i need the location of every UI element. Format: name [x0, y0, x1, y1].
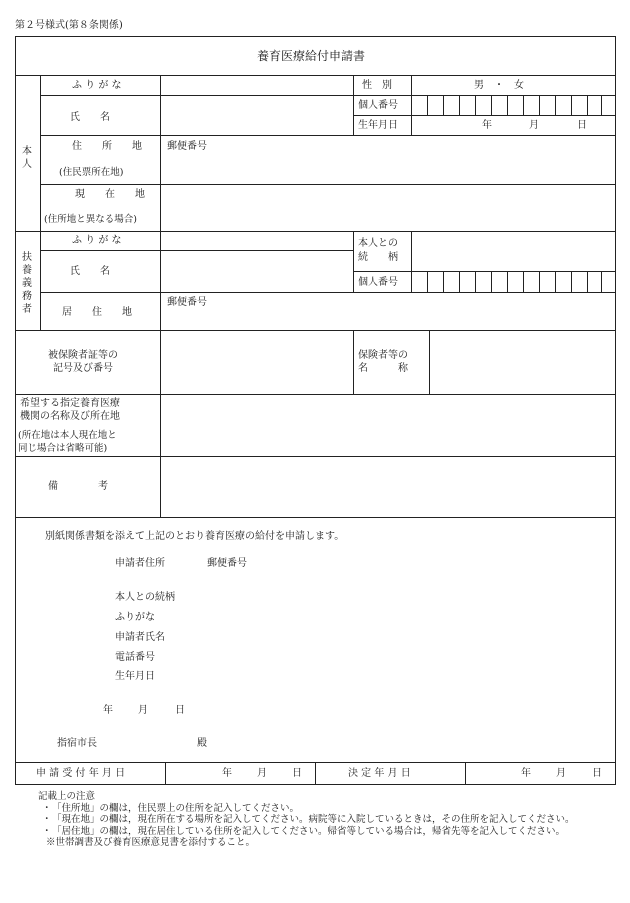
note-item: ・ 「住所地」の欄は，住民票上の住所を記入してください。 [42, 802, 300, 814]
applicant-name-label: 申請者氏名 [115, 632, 165, 643]
institution-label-1: 希望する指定養育医療 [20, 398, 120, 409]
person-address-field[interactable] [161, 136, 615, 184]
guardian-individual-number-label: 個人番号 [358, 277, 398, 288]
form-number: 第２号様式(第８条関係) [15, 20, 123, 31]
guardian-residence-field[interactable] [161, 293, 615, 330]
institution-label-3: (所在地は本人現在地と [18, 430, 117, 441]
institution-label-2: 機関の名称及び所在地 [20, 411, 120, 422]
person-furigana-label: ふ り が な [72, 80, 122, 91]
declaration-statement: 別紙関係書類を添えて上記のとおり養育医療の給付を申請します。 [45, 531, 345, 542]
person-address-label: 住 所 地 [72, 141, 142, 152]
note-item: ・ 「現在地」の欄は，現在所在する場所を記入してください。病院等に入院しているときは，その住所を記入してください。 [42, 814, 575, 825]
applicant-birthdate-field[interactable] [190, 667, 490, 685]
application-year-unit: 年 [103, 705, 113, 716]
applicant-postal-label: 郵便番号 [207, 558, 247, 569]
applicant-relation-field[interactable] [190, 588, 490, 606]
notes-footnote: ※世帯調書及び養育医療意見書を添付すること。 [46, 837, 256, 848]
received-month-unit: 月 [257, 768, 267, 779]
person-name-field[interactable] [161, 96, 353, 135]
decision-date-field[interactable] [466, 763, 615, 784]
insurance-card-label-2: 記号及び番号 [53, 363, 113, 374]
guardian-relation-field[interactable] [412, 232, 615, 271]
insurer-name-field[interactable] [430, 331, 615, 394]
person-furigana-field[interactable] [161, 76, 353, 95]
person-gender-options[interactable]: 男 ・ 女 [474, 80, 524, 91]
person-individual-number-label: 個人番号 [358, 100, 398, 111]
person-individual-number-field[interactable] [412, 96, 615, 115]
applicant-phone-label: 電話番号 [115, 652, 155, 663]
remarks-field[interactable] [161, 457, 615, 517]
person-gender-label: 性 別 [362, 80, 392, 91]
guardian-section-label: 扶養義務者 [22, 252, 32, 315]
applicant-relation-label: 本人との続柄 [115, 592, 175, 603]
notes-heading: 記載上の注意 [38, 791, 96, 802]
person-current-address-label: 現 在 地 [75, 189, 145, 200]
guardian-individual-number-field[interactable] [412, 272, 615, 292]
decision-month-unit: 月 [556, 768, 566, 779]
person-address-sub: (住民票所在地) [59, 167, 124, 178]
guardian-residence-label: 居 住 地 [62, 307, 132, 318]
application-date-field[interactable] [60, 701, 190, 719]
addressee-honorific: 殿 [197, 738, 207, 749]
applicant-furigana-field[interactable] [190, 608, 490, 626]
person-address-postal-label: 郵便番号 [167, 141, 207, 152]
note-bullet: ・ [42, 825, 52, 837]
guardian-furigana-field[interactable] [161, 232, 353, 250]
person-birthdate-label: 生年月日 [358, 120, 398, 131]
remarks-label: 備 考 [48, 481, 108, 492]
received-date-label: 申 請 受 付 年 月 日 [36, 768, 126, 779]
person-birth-month-unit: 月 [529, 120, 539, 131]
applicant-furigana-label: ふりがな [115, 612, 155, 623]
application-day-unit: 日 [175, 705, 185, 716]
person-section-label: 本人 [22, 146, 32, 170]
insurance-card-field[interactable] [161, 331, 353, 394]
insurer-name-label-1: 保険者等の [358, 350, 408, 361]
addressee: 指宿市長 [57, 738, 97, 749]
decision-year-unit: 年 [521, 768, 531, 779]
form-title: 養育医療給付申請書 [257, 49, 366, 63]
person-name-label: 氏 名 [70, 112, 110, 123]
received-year-unit: 年 [222, 768, 232, 779]
applicant-address-label: 申請者住所 [115, 558, 165, 569]
person-birth-year-unit: 年 [482, 120, 492, 131]
applicant-phone-field[interactable] [190, 648, 490, 666]
received-date-field[interactable] [166, 763, 315, 784]
decision-day-unit: 日 [592, 768, 602, 779]
note-item: ・ 「居住地」の欄は，現在居住している住所を記入してください。帰省等している場合は，帰省先等を記入してください。 [42, 825, 566, 837]
guardian-name-label: 氏 名 [70, 266, 110, 277]
guardian-relation-label-2: 続 柄 [358, 252, 398, 263]
applicant-birthdate-label: 生年月日 [115, 671, 155, 682]
notes [38, 791, 626, 849]
received-day-unit: 日 [292, 768, 302, 779]
guardian-name-field[interactable] [161, 251, 353, 292]
note-bullet: ・ [42, 814, 52, 825]
applicant-name-field[interactable] [190, 628, 490, 646]
person-birth-day-unit: 日 [577, 120, 587, 131]
application-month-unit: 月 [138, 705, 148, 716]
institution-label-4: 同じ場合は省略可能) [18, 443, 108, 454]
person-current-address-field[interactable] [161, 185, 615, 231]
insurance-card-label-1: 被保険者証等の [48, 350, 118, 361]
guardian-relation-label-1: 本人との [358, 238, 398, 249]
institution-field[interactable] [161, 395, 615, 456]
guardian-residence-postal-label: 郵便番号 [167, 297, 207, 308]
applicant-address-field[interactable] [262, 554, 602, 590]
guardian-furigana-label: ふ り が な [72, 235, 122, 246]
decision-date-label: 決 定 年 月 日 [348, 768, 411, 779]
person-current-address-sub: (住所地と異なる場合) [44, 214, 137, 225]
insurer-name-label-2: 名 称 [358, 363, 408, 374]
note-bullet: ・ [42, 802, 52, 814]
